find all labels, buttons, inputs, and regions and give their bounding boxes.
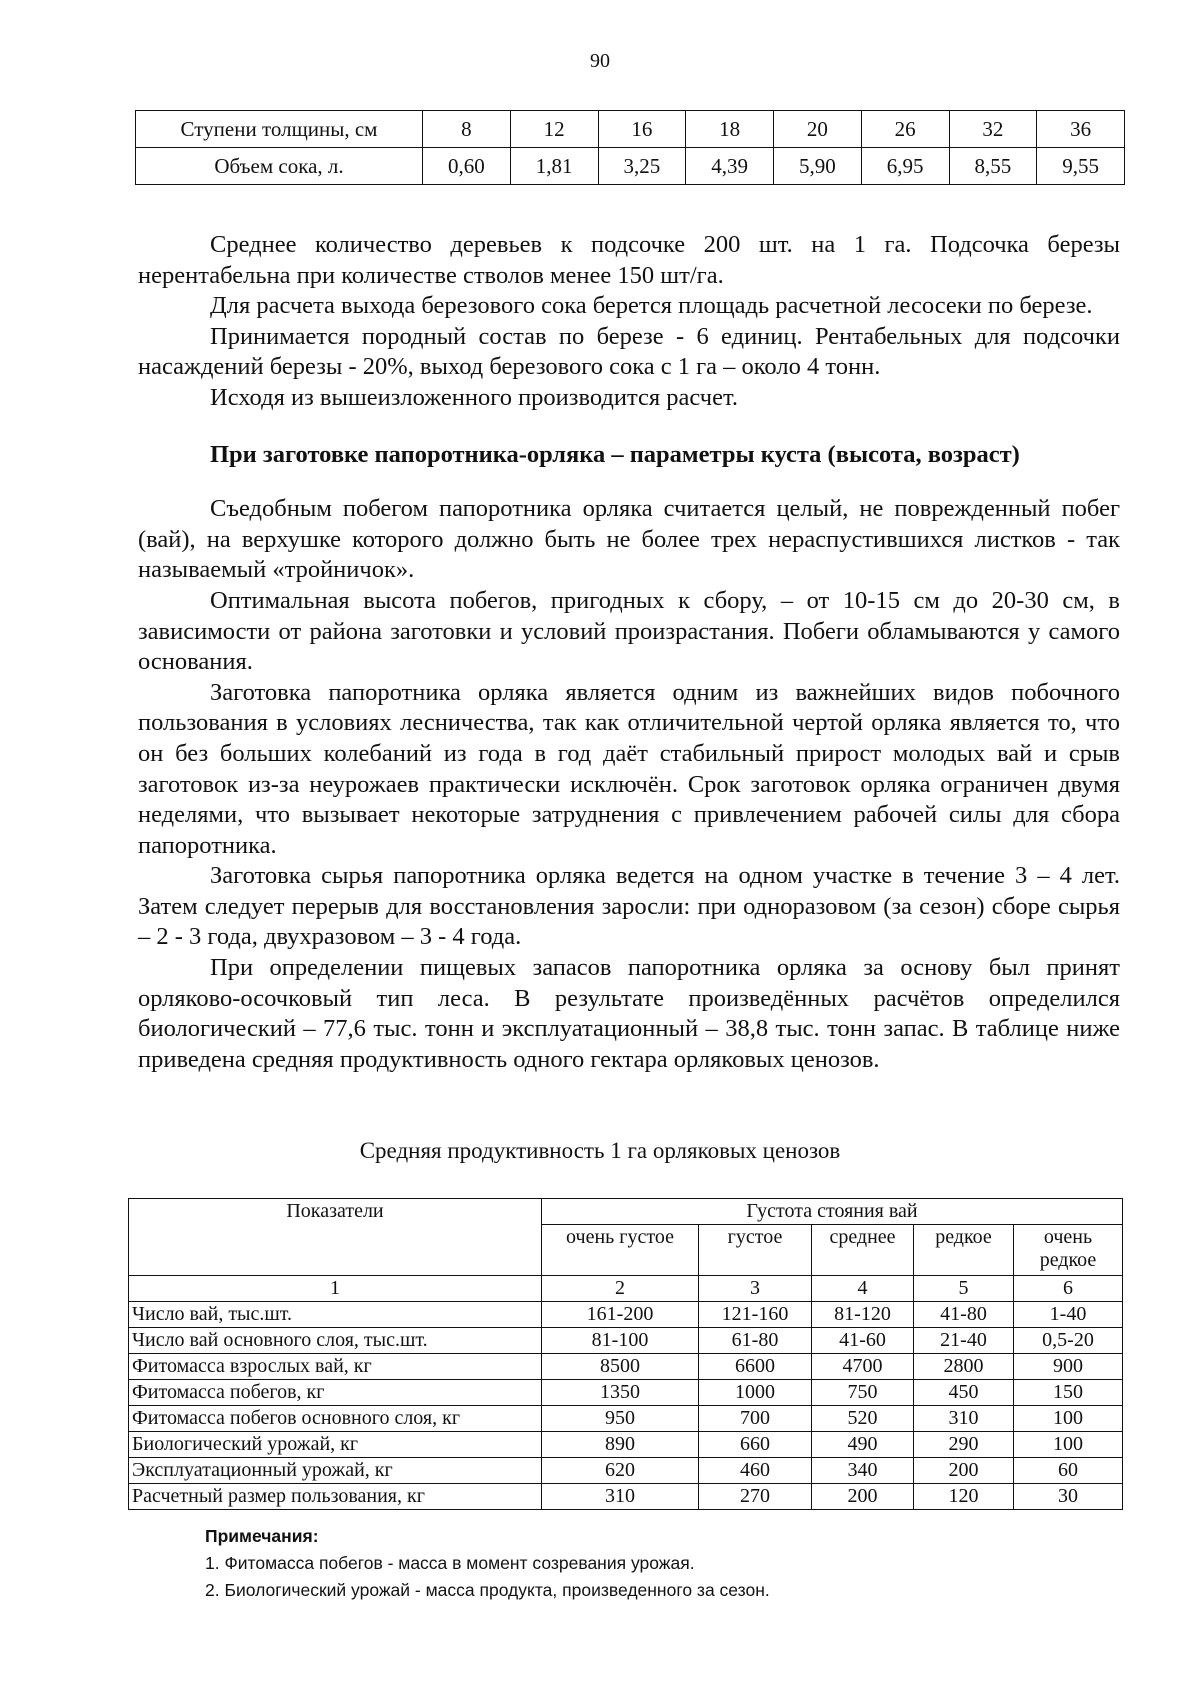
column-number: 1 [129,1276,542,1302]
table-cell: 750 [812,1380,914,1406]
note-item: 2. Биологический урожай - масса продукта, произведенного за сезон. [205,1580,770,1600]
table-row [136,148,1125,185]
table-cell: 1,81 [510,148,598,185]
table-cell: 100 [1014,1432,1123,1458]
column-number: 3 [699,1276,812,1302]
column-number: 5 [914,1276,1014,1302]
row-label: Расчетный размер пользования, кг [129,1484,542,1510]
table-cell: 41-60 [812,1328,914,1354]
table-cell: 18 [686,111,774,148]
row-label: Фитомасса побегов, кг [129,1380,542,1406]
table-row [129,1354,1123,1380]
table-cell: 21-40 [914,1328,1014,1354]
table-cell: 620 [542,1458,699,1484]
section-heading: При заготовке папоротника-орляка – параметры куста (высота, возраст) [210,440,1020,468]
table-cell: 460 [699,1458,812,1484]
paragraph: Заготовка сырья папоротника орляка ведется на одном участке в течение 3 – 4 лет. Затем следует перерыв для восстановления заросли: при одноразовом (за сезон) сборе сырья – 2 - 3 года, двухразовом – 3 - 4 года. [138,862,1120,951]
table-cell: 310 [542,1484,699,1510]
table-title: Средняя продуктивность 1 га орляковых ценозов [359,1138,841,1163]
table-cell: 12 [510,111,598,148]
column-header: среднее [812,1225,914,1276]
table-cell: 161-200 [542,1302,699,1328]
table-cell: 950 [542,1406,699,1432]
table-cell: 121-160 [699,1302,812,1328]
table-cell: 120 [914,1484,1014,1510]
table-cell: 20 [774,111,862,148]
table-cell: 520 [812,1406,914,1432]
table-cell: 5,90 [774,148,862,185]
table-cell: 660 [699,1432,812,1458]
table-cell: 61-80 [699,1328,812,1354]
table-cell: 0,60 [423,148,511,185]
row-header: Объем сока, л. [136,148,423,185]
table-row [129,1458,1123,1484]
paragraph: Принимается породный состав по березе - 6 единиц. Рентабельных для подсочки насаждений березы - 20%, выход березового сока с 1 га – около 4 тонн. [138,322,1120,381]
table-cell: 36 [1037,111,1125,148]
notes-title: Примечания: [205,1526,319,1546]
note-item: 1. Фитомасса побегов - масса в момент созревания урожая. [205,1553,695,1573]
table-cell: 2800 [914,1354,1014,1380]
table-cell: 100 [1014,1406,1123,1432]
paragraph: Исходя из вышеизложенного производится расчет. [210,383,738,411]
table-cell: 490 [812,1432,914,1458]
paragraph: Для расчета выхода березового сока берется площадь расчетной лесосеки по березе. [210,292,1093,320]
table-cell: 450 [914,1380,1014,1406]
table-cell: 4,39 [686,148,774,185]
column-number: 4 [812,1276,914,1302]
row-label: Фитомасса взрослых вай, кг [129,1354,542,1380]
table-cell: 340 [812,1458,914,1484]
body-text [138,230,1120,1075]
page-number: 90 [590,50,610,72]
table-cell: 32 [949,111,1037,148]
column-header: густое [699,1225,812,1276]
table-cell: 1000 [699,1380,812,1406]
column-header: редкое [914,1225,1014,1276]
table-cell: 890 [542,1432,699,1458]
table-cell: 200 [812,1484,914,1510]
column-number: 2 [542,1276,699,1302]
table-cell: 290 [914,1432,1014,1458]
column-header-indicators: Показатели [129,1199,542,1276]
row-label: Биологический урожай, кг [129,1432,542,1458]
table-cell: 1-40 [1014,1302,1123,1328]
table-cell: 1350 [542,1380,699,1406]
table-row [129,1432,1123,1458]
table-cell: 200 [914,1458,1014,1484]
table-cell: 9,55 [1037,148,1125,185]
table-cell: 81-120 [812,1302,914,1328]
row-label: Число вай, тыс.шт. [129,1302,542,1328]
row-label: Фитомасса побегов основного слоя, кг [129,1406,542,1432]
fern-productivity-table [128,1198,1123,1510]
column-header-density: Густота стояния вай [542,1199,1123,1225]
table-row [129,1328,1123,1354]
table-cell: 6600 [699,1354,812,1380]
row-label: Эксплуатационный урожай, кг [129,1458,542,1484]
table-row [129,1484,1123,1510]
table-cell: 270 [699,1484,812,1510]
table-cell: 60 [1014,1458,1123,1484]
table-cell: 16 [598,111,686,148]
table-cell: 700 [699,1406,812,1432]
table-cell: 30 [1014,1484,1123,1510]
table-row [129,1302,1123,1328]
paragraph: Оптимальная высота побегов, пригодных к сбору, – от 10-15 см до 20-30 см, в зависимости от района заготовки и условий произрастания. Побеги обламываются у самого основания. [138,586,1120,676]
table-row [136,111,1125,148]
row-label: Число вай основного слоя, тыс.шт. [129,1328,542,1354]
table-cell: 150 [1014,1380,1123,1406]
paragraph: Съедобным побегом папоротника орляка считается целый, не поврежденный побег (вай), на верхушке которого должно быть не более трех нераспустившихся листков - так называемый «тройничок». [138,495,1120,584]
row-header: Ступени толщины, см [136,111,423,148]
notes [205,1523,1105,1604]
table-cell: 310 [914,1406,1014,1432]
paragraph: При определении пищевых запасов папоротника орляка за основу был принят орляково-осочковый тип леса. В результате произведённых расчётов определился биологический – 77,6 тыс. тонн и эксплуатационный – 38,8 тыс. тонн запас. В таблице ниже приведена средняя продуктивность одного гектара орляковых ценозов. [138,954,1120,1073]
table-cell: 4700 [812,1354,914,1380]
column-header: очень густое [542,1225,699,1276]
table-cell: 8500 [542,1354,699,1380]
birch-sap-table [135,110,1125,185]
table-cell: 81-100 [542,1328,699,1354]
table-row [129,1406,1123,1432]
column-header: очень редкое [1014,1225,1123,1276]
paragraph: Среднее количество деревьев к подсочке 200 шт. на 1 га. Подсочка березы нерентабельна при количестве стволов менее 150 шт/га. [138,231,1120,289]
table-cell: 8 [423,111,511,148]
table-row [129,1380,1123,1406]
table-cell: 41-80 [914,1302,1014,1328]
table-cell: 8,55 [949,148,1037,185]
column-number: 6 [1014,1276,1123,1302]
paragraph: Заготовка папоротника орляка является одним из важнейших видов побочного пользования в условиях лесничества, так как отличительной чертой орляка является то, что он без больших колебаний из года в год даёт стабильный прирост молодых вай и срыв заготовок из-за неурожаев практически исключён. Срок заготовок орляка ограничен двумя неделями, что вызывает некоторые затруднения с привлечением рабочей силы для сбора папоротника. [138,678,1120,859]
table-header-row [129,1199,1123,1225]
table-cell: 6,95 [861,148,949,185]
table-row [129,1276,1123,1302]
table-cell: 3,25 [598,148,686,185]
table-cell: 0,5-20 [1014,1328,1123,1354]
table-cell: 26 [861,111,949,148]
table-cell: 900 [1014,1354,1123,1380]
